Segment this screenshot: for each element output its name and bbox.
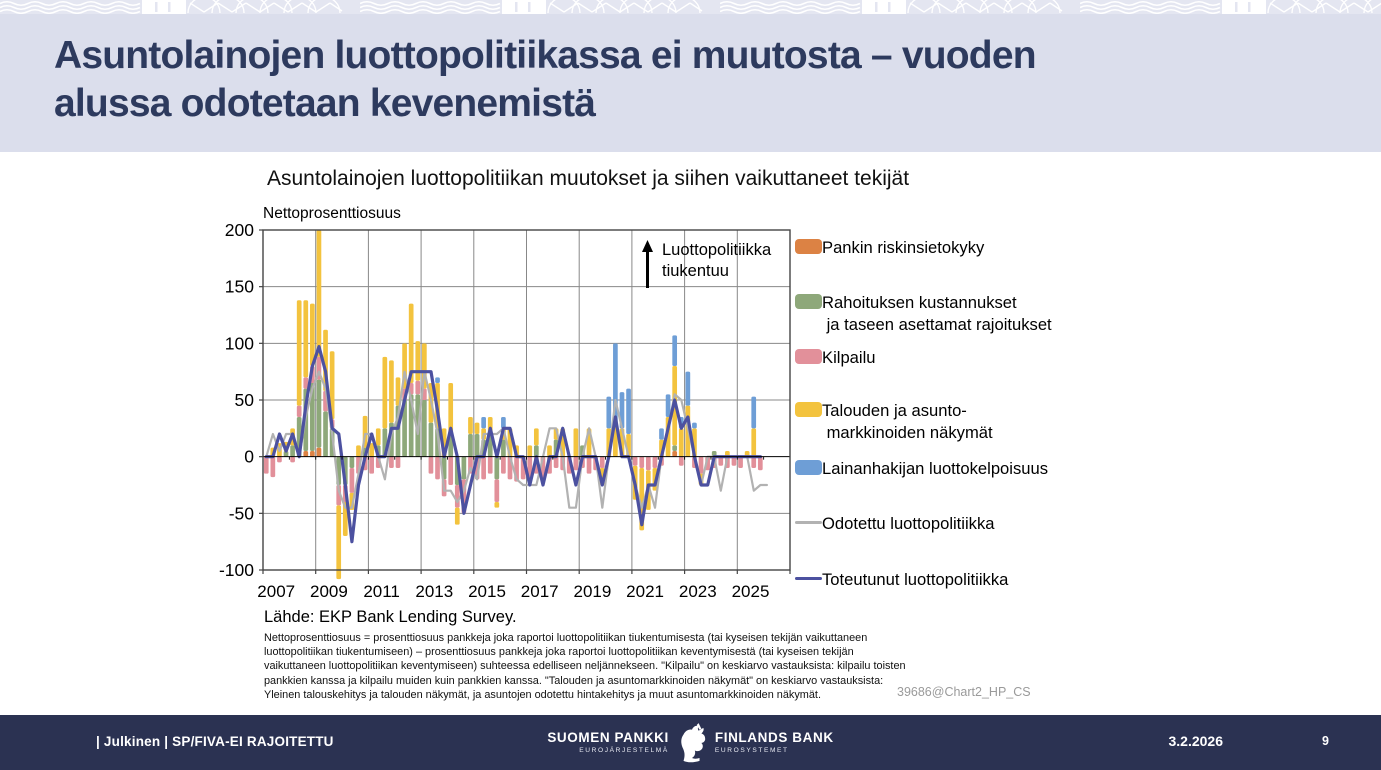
legend-swatch-4: [795, 402, 822, 417]
legend-swatch-5: [795, 460, 822, 475]
finland-lion-icon: [676, 721, 708, 763]
footnote-line-2: luottopolitiikan tiukentumiseen) – prosenttiosuus pankkeja joka raportoi luottopolitiikan keventymisestä (tai kyseisen tekijän: [264, 646, 854, 659]
source-text: Lähde: EKP Bank Lending Survey.: [264, 608, 517, 626]
y-tick--100: -100: [218, 560, 254, 580]
x-tick-2015: 2015: [468, 582, 506, 601]
logo-eurojarjestelma: EUROJÄRJESTELMÄ: [579, 747, 669, 754]
footer-bar: [0, 715, 1381, 770]
decorative-pattern-band: [0, 0, 1381, 14]
legend-swatch-1: [795, 239, 822, 254]
y-tick-150: 150: [224, 276, 254, 297]
legend-label-1: Pankin riskinsietokyky: [822, 238, 985, 257]
legend-item-4: [795, 400, 993, 444]
chart-id-text: 39686@Chart2_HP_CS: [897, 685, 1031, 699]
up-arrow-icon: [642, 240, 653, 290]
x-tick-2007: 2007: [257, 582, 296, 601]
logo-suomen-pankki: SUOMEN PANKKI: [547, 730, 669, 745]
legend-item-3: [795, 347, 876, 369]
legend-label-2: Rahoituksen kustannukset ja taseen asettamat rajoitukset: [822, 293, 1052, 334]
chart-legend: [795, 232, 1105, 597]
legend-label-3: Kilpailu: [822, 348, 876, 367]
logo-finlands-bank: FINLANDS BANK: [714, 730, 834, 745]
annotation-line2: tiukentuu: [662, 262, 729, 281]
y-tick-200: 200: [224, 220, 254, 240]
legend-item-1: [795, 237, 984, 259]
footnote-line-3: vaikuttaneen luottopolitiikan keventymiseen) suhteessa edelliseen neljännekseen. "Kilpailu" on keskiarvo vastauksista: kilpailu toisten: [264, 660, 906, 673]
page-title-line2: alussa odotetaan kevenemistä: [54, 82, 596, 126]
y-tick-0: 0: [244, 446, 254, 467]
legend-swatch-3: [795, 349, 822, 364]
page-title: [54, 32, 1036, 129]
x-tick-2021: 2021: [626, 582, 665, 601]
legend-item-6: [795, 513, 995, 535]
footnote-text: [264, 631, 924, 702]
title-band: [0, 14, 1381, 152]
x-tick-2025: 2025: [731, 582, 770, 601]
y-axis-unit-label: Nettoprosenttiosuus: [263, 205, 401, 222]
logo-finnish-text: [547, 730, 669, 754]
x-tick-2017: 2017: [520, 582, 559, 601]
y-tick-50: 50: [234, 390, 254, 410]
tightening-annotation: [642, 240, 771, 290]
legend-item-7: [795, 569, 1008, 591]
legend-swatch-2: [795, 294, 822, 309]
page-number: 9: [1322, 734, 1329, 748]
tightening-annotation-text: [662, 240, 771, 283]
classification-label: | Julkinen | SP/FIVA-EI RAJOITETTU: [96, 734, 334, 749]
x-tick-2019: 2019: [573, 582, 612, 601]
legend-label-4: Talouden ja asunto- markkinoiden näkymät: [822, 401, 993, 442]
footnote-line-1: Nettoprosenttiosuus = prosenttiosuus pankkeja joka raportoi luottopolitiikan tiukentumisesta (tai kyseisen tekijän vaikuttaneen: [264, 632, 868, 644]
legend-label-5: Lainanhakijan luottokelpoisuus: [822, 459, 1049, 478]
x-tick-2009: 2009: [309, 582, 348, 601]
legend-item-5: [795, 458, 1048, 480]
legend-label-7: Toteutunut luottopolitiikka: [822, 570, 1009, 589]
footnote-line-4: pankkien kanssa ja kilpailu muiden kuin pankkien kanssa. "Talouden ja asuntomarkkinoiden näkymät" on keskiarvo vastauksista:: [264, 674, 884, 687]
y-tick-100: 100: [224, 333, 254, 354]
policy-lines: [266, 347, 767, 542]
x-tick-2011: 2011: [363, 582, 400, 601]
annotation-line1: Luottopolitiikka: [662, 241, 772, 259]
legend-item-2: [795, 292, 1052, 336]
page-title-line1: Asuntolainojen luottopolitiikassa ei muutosta – vuoden: [54, 34, 1036, 77]
x-tick-2013: 2013: [415, 582, 454, 601]
legend-swatch-6: [795, 521, 822, 524]
chart-title: Asuntolainojen luottopolitiikan muutokset ja siihen vaikuttaneet tekijät: [267, 167, 910, 190]
y-tick--50: -50: [228, 503, 254, 524]
footnote-line-5: Yleinen talouskehitys ja talouden näkymät, ja asuntojen odotettu hintakehitys ja muut asuntomarkkinoiden näkymät.: [264, 688, 821, 701]
legend-label-6: Odotettu luottopolitiikka: [822, 514, 995, 533]
logo-eurosystemet: EUROSYSTEMET: [714, 747, 789, 754]
footer-date: 3.2.2026: [1168, 733, 1223, 749]
x-tick-2023: 2023: [678, 582, 717, 601]
logo-swedish-text: [715, 730, 834, 754]
legend-swatch-7: [795, 577, 822, 580]
